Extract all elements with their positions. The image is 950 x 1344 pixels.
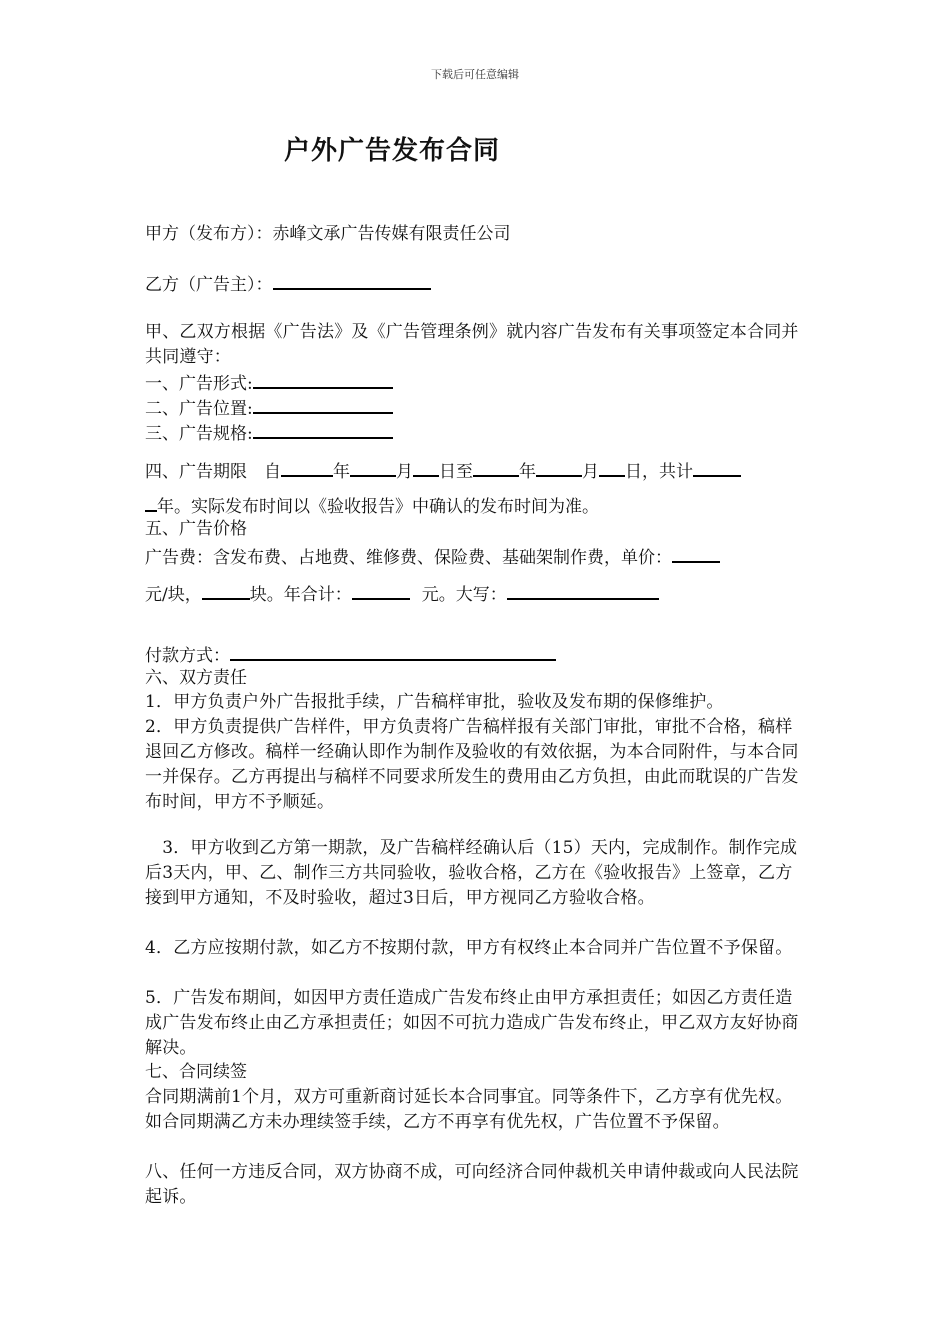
intro-paragraph: 甲、乙双方根据《广告法》及《广告管理条例》就内容广告发布有关事项签定本合同并共同遵守： bbox=[145, 322, 799, 367]
renewal-heading: 七、合同续签 bbox=[145, 1062, 247, 1082]
unit-price-blank[interactable] bbox=[672, 543, 720, 563]
payment-line bbox=[145, 641, 805, 669]
period-end-year-blank[interactable] bbox=[473, 457, 519, 477]
period-start-day-blank[interactable] bbox=[413, 457, 439, 477]
party-a-line bbox=[145, 222, 805, 247]
duty-item-2: 2．甲方负责提供广告样件，甲方负责将广告稿样报有关部门审批，审批不合格，稿样退回乙方修改。稿样一经确认即作为制作及验收的有效依据，为本合同附件，与本合同一并保存。乙方再提出与稿样不同要求所发生的费用由乙方负担，由此而耽误的广告发布时间，甲方不予顺延。 bbox=[145, 717, 799, 812]
duty-item-4: 4．乙方应按期付款，如乙方不按期付款，甲方有权终止本合同并广告位置不予保留。 bbox=[145, 938, 793, 958]
block-count-blank[interactable] bbox=[202, 580, 250, 600]
ad-form-label: 一、广告形式: bbox=[145, 374, 253, 394]
document-title: 户外广告发布合同 bbox=[284, 136, 501, 166]
period-year2: 年 bbox=[519, 462, 536, 482]
party-b-blank[interactable] bbox=[273, 270, 431, 290]
party-a-text: 甲方（发布方）：赤峰文承广告传媒有限责任公司 bbox=[145, 224, 511, 244]
duty-item-3: 3．甲方收到乙方第一期款，及广告稿样经确认后（15）天内，完成制作。制作完成后3天内，甲、乙、制作三方共同验收，验收合格，乙方在《验收报告》上签章，乙方接到甲方通知，不及时验收，超过3日后，甲方视同乙方验收合格。 bbox=[145, 838, 798, 908]
period-label: 四、广告期限 自 bbox=[145, 462, 281, 482]
period-year1: 年 bbox=[333, 462, 350, 482]
duties-heading: 六、双方责任 bbox=[145, 668, 247, 688]
period-end-day-blank[interactable] bbox=[599, 457, 625, 477]
period-tail-line bbox=[145, 492, 805, 520]
price-blocks: 块。年合计： bbox=[249, 585, 352, 605]
period-start-year-blank[interactable] bbox=[281, 457, 333, 477]
payment-label: 付款方式： bbox=[145, 646, 230, 666]
ad-spec-line bbox=[145, 419, 805, 447]
period-total-blank-cont[interactable] bbox=[145, 492, 157, 512]
price-yuan: 元。大写： bbox=[421, 585, 507, 605]
period-line bbox=[145, 457, 805, 485]
payment-method-blank[interactable] bbox=[230, 641, 556, 661]
amount-in-words-blank[interactable] bbox=[507, 580, 659, 600]
dispute-clause: 八、任何一方违反合同，双方协商不成，可向经济合同仲裁机关申请仲裁或向人民法院起诉。 bbox=[145, 1162, 799, 1207]
ad-position-line bbox=[145, 394, 805, 422]
price-line-2 bbox=[145, 580, 805, 608]
price-description: 广告费：含发布费、占地费、维修费、保险费、基础架制作费，单价： bbox=[145, 548, 672, 568]
annual-total-blank[interactable] bbox=[352, 580, 410, 600]
ad-form-blank[interactable] bbox=[253, 369, 393, 389]
page-header-note: 下载后可任意编辑 bbox=[431, 68, 519, 81]
period-start-month-blank[interactable] bbox=[350, 457, 396, 477]
period-month1: 月 bbox=[396, 462, 413, 482]
duty-item-1: 1．甲方负责户外广告报批手续，广告稿样审批，验收及发布期的保修维护。 bbox=[145, 692, 724, 712]
period-tail: 年。实际发布时间以《验收报告》中确认的发布时间为准。 bbox=[157, 497, 599, 517]
price-heading: 五、广告价格 bbox=[145, 519, 247, 539]
ad-spec-blank[interactable] bbox=[253, 419, 393, 439]
renewal-text: 合同期满前1个月，双方可重新商讨延长本合同事宜。同等条件下，乙方享有优先权。如合同期满乙方未办理续签手续，乙方不再享有优先权，广告位置不予保留。 bbox=[145, 1087, 793, 1132]
ad-spec-label: 三、广告规格: bbox=[145, 424, 253, 444]
ad-position-label: 二、广告位置: bbox=[145, 399, 253, 419]
price-line-1 bbox=[145, 543, 805, 571]
ad-position-blank[interactable] bbox=[253, 394, 393, 414]
price-unit: 元/块， bbox=[145, 585, 202, 605]
period-total-blank[interactable] bbox=[693, 457, 741, 477]
period-day2: 日，共计 bbox=[625, 462, 693, 482]
ad-form-line bbox=[145, 369, 805, 397]
period-end-month-blank[interactable] bbox=[536, 457, 582, 477]
party-b-line bbox=[145, 270, 805, 298]
duty-item-5: 5．广告发布期间，如因甲方责任造成广告发布终止由甲方承担责任；如因乙方责任造成广告发布终止由乙方承担责任；如因不可抗力造成广告发布终止，甲乙双方友好协商解决。 bbox=[145, 988, 799, 1058]
party-b-label: 乙方（广告主）： bbox=[145, 275, 273, 295]
period-month2: 月 bbox=[582, 462, 599, 482]
period-day1: 日至 bbox=[439, 462, 473, 482]
